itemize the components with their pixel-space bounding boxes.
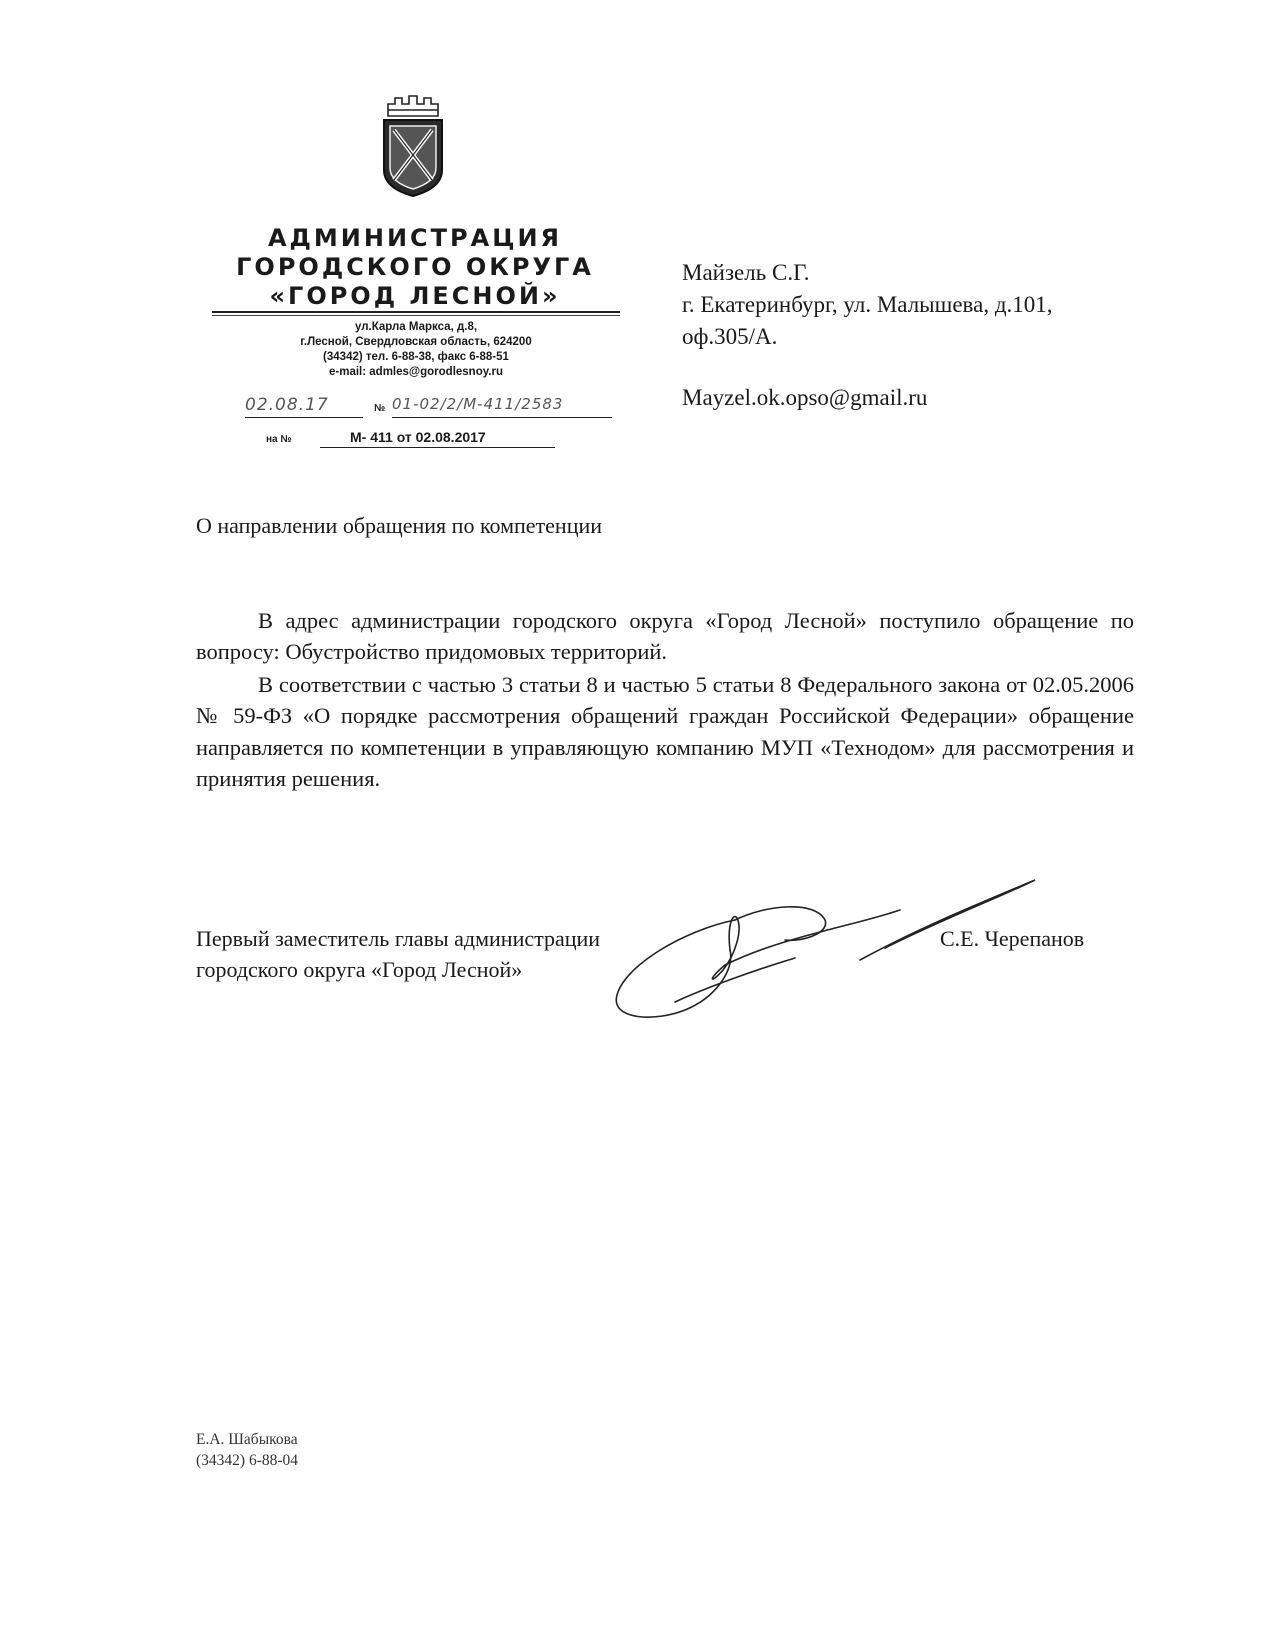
signer-position-line-1: Первый заместитель главы администрации [196,926,601,951]
outgoing-number: 01-02/2/М-411/2583 [392,395,564,413]
letter-subject: О направлении обращения по компетенции [196,513,603,538]
addressee-address-line-1: г. Екатеринбург, ул. Малышева, д.101, [682,292,1053,317]
org-address-line-2: г.Лесной, Свердловская область, 624200 [300,336,532,348]
handwritten-signature [615,870,1045,1030]
outgoing-date-field [245,395,363,418]
addressee-email: Mayzel.ok.opso@gmail.ru [682,385,928,410]
outgoing-date: 02.08.17 [245,395,329,415]
reply-label: на № [266,434,292,445]
executor-name: Е.А. Шабыкова [196,1431,298,1448]
org-name-line-2: ГОРОДСКОГО ОКРУГА [236,253,594,281]
body-paragraph-2: В соответствии с частью 3 статьи 8 и частью 5 статьи 8 Федерального закона от 02.05.2006 № 59-ФЗ «О порядке рассмотрения обращений граждан Российской Федерации» обращение направляется по компетенции в управляющую компанию МУП «Технодом» для рассмотрения и принятия решения. [196,672,1134,791]
body-paragraph-1: В адрес администрации городского округа «Город Лесной» поступило обращение по вопросу: Обустройство придомовых территорий. [196,608,1134,665]
letterhead-rule-thin [212,315,620,316]
signer-name: С.Е. Черепанов [940,926,1085,951]
coat-of-arms-emblem [378,92,448,202]
org-address-line-1: ул.Карла Маркса, д.8, [354,321,478,333]
signer-position-line-2: городского округа «Город Лесной» [196,957,523,982]
executor-phone: (34342) 6-88-04 [196,1452,299,1469]
addressee-name: Майзель С.Г. [682,260,810,285]
number-label: № [374,403,386,414]
letterhead-rule [212,311,620,313]
org-name-line-3: «ГОРОД ЛЕСНОЙ» [269,282,561,310]
addressee-address-line-2: оф.305/А. [682,324,778,349]
outgoing-number-field [392,395,612,418]
reply-reference: М- 411 от 02.08.2017 [320,429,555,448]
org-name-line-1: АДМИНИСТРАЦИЯ [267,224,563,252]
org-phone-fax: (34342) тел. 6-88-38, факс 6-88-51 [323,351,509,363]
org-email: e-mail: admles@gorodlesnoy.ru [329,366,503,378]
